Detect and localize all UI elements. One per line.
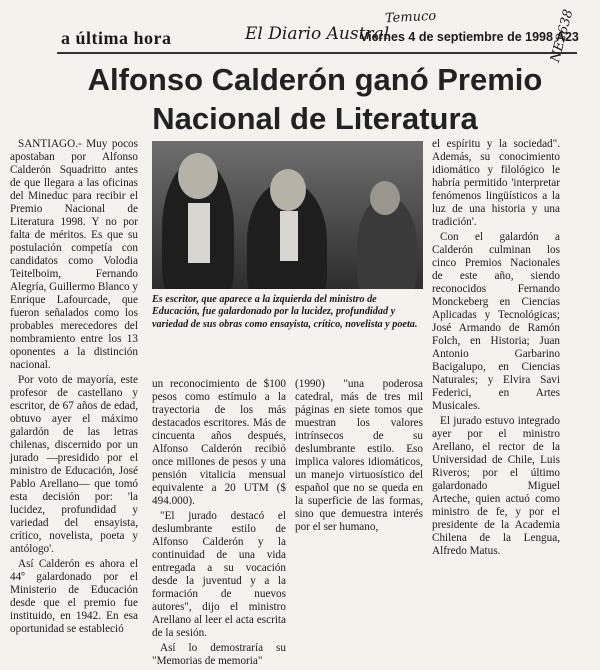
- photo-caption: Es escritor, que aparece a la izquierda del ministro de Educación, fue galardonado por la lucidez, profundidad y variedad de sus obras como ensayista, crítico, novelista y poeta.: [152, 294, 418, 330]
- person-shirt: [280, 211, 298, 261]
- handwritten-note: Temuco: [384, 8, 437, 27]
- paragraph: Con el galardón a Calderón culminan los cinco Premios Nacionales de este año, siendo reconocidos Fernando Monckeberg en Ciencias Aplicadas y Tecnológicas; José Armando de Ramón Folch, en Historia; Juan Antonio Garbarino Bacigalupo, en Ciencias Naturales; y Elvira Savi Federici, en Artes Musicales.: [432, 231, 560, 412]
- paragraph: El jurado estuvo integrado ayer por el ministro Arellano, el rector de la Universidad de Chile, Luis Riveros; por el último galardonado Miguel Arteche, quien actuó como ministro de fe, y por el presidente de la Academia Chilena de la Lengua, Alfredo Matus.: [432, 415, 560, 557]
- person-face: [178, 153, 218, 199]
- paragraph: (1990) "una poderosa catedral, más de tres mil páginas en siete tomos que muestran los valores intrínsecos de su deslumbrante estilo. Eso implica valores idiomáticos, un manejo virtuosístico del español que no se queda en la superficie de las formas, sino que demuestra interés por el ser humano,: [295, 378, 423, 533]
- paragraph: SANTIAGO.- Muy pocos apostaban por Alfonso Calderón Squadritto antes de que llegara a las oficinas del Mineduc para recibir el Premio Nacional de Literatura 1998. Y no por falta de méritos. Es que su postulación competía con candidatos como Volodia Teitelboim, Fernando Alegría, Guillermo Blanco y Enrique Lafourcade, que fueron señalados como los probables merecedores del nombramiento entre los 13 oponentes a la distinción nacional.: [10, 138, 139, 371]
- article-column-2: [152, 378, 286, 670]
- news-photo: [152, 141, 423, 289]
- paragraph: un reconocimiento de $100 pesos como estímulo a la trayectoria de los más destacados escritores. Más de cincuenta años después, Alfonso Calderón recibió once millones de pesos y una pensión vitalicia mensual equivalente a 20 UTM ($ 494.000).: [152, 378, 286, 507]
- person-shirt: [188, 203, 210, 263]
- paragraph: Así Calderón es ahora el 44º galardonado por el Ministerio de Educación desde que el premio fue instituido, en 1942. En esa oportunidad se estableció: [10, 558, 138, 635]
- person-face: [370, 181, 400, 215]
- article-column-4: [432, 138, 560, 560]
- section-label: a última hora: [61, 28, 172, 48]
- paragraph: "El jurado destacó el deslumbrante estilo de Alfonso Calderón y la continuidad de una vida entregada a su vocación desde la juventud y a la formación de nuevos autores", dijo el ministro Arellano al leer el acta escrita de la sesión.: [152, 510, 286, 639]
- paragraph: Por voto de mayoría, este profesor de castellano y escritor, de 67 años de edad, obtuvo ayer el máximo galardón de las letras chilenas, discernido por un jurado —presidido por el ministro de Educación, José Pablo Arellano— que tomó esta decisión por: 'la lucidez, profundidad y variedad del ensayista, crítico, novelista, poeta y antólogo'.: [10, 374, 138, 555]
- date-line: Viernes 4 de septiembre de 1998 A23: [360, 30, 579, 44]
- headline: Alfonso Calderón ganó Premio Nacional de Literatura: [87, 62, 543, 136]
- paragraph: el espíritu y la sociedad". Además, su conocimiento idiomático y filológico le habría permitido 'interpretar fenómenos lingüísticos a la luz de una historia y una tradición'.: [432, 138, 560, 228]
- header-rule: [57, 52, 577, 54]
- article-column-3: [295, 378, 423, 536]
- paragraph: Así lo demostraría su "Memorias de memoria": [152, 642, 286, 667]
- margin-reference-note: NE2638: [548, 7, 577, 64]
- article-column-1: [10, 138, 138, 638]
- newspaper-masthead: El Diario Austral: [245, 24, 390, 44]
- person-face: [270, 169, 306, 211]
